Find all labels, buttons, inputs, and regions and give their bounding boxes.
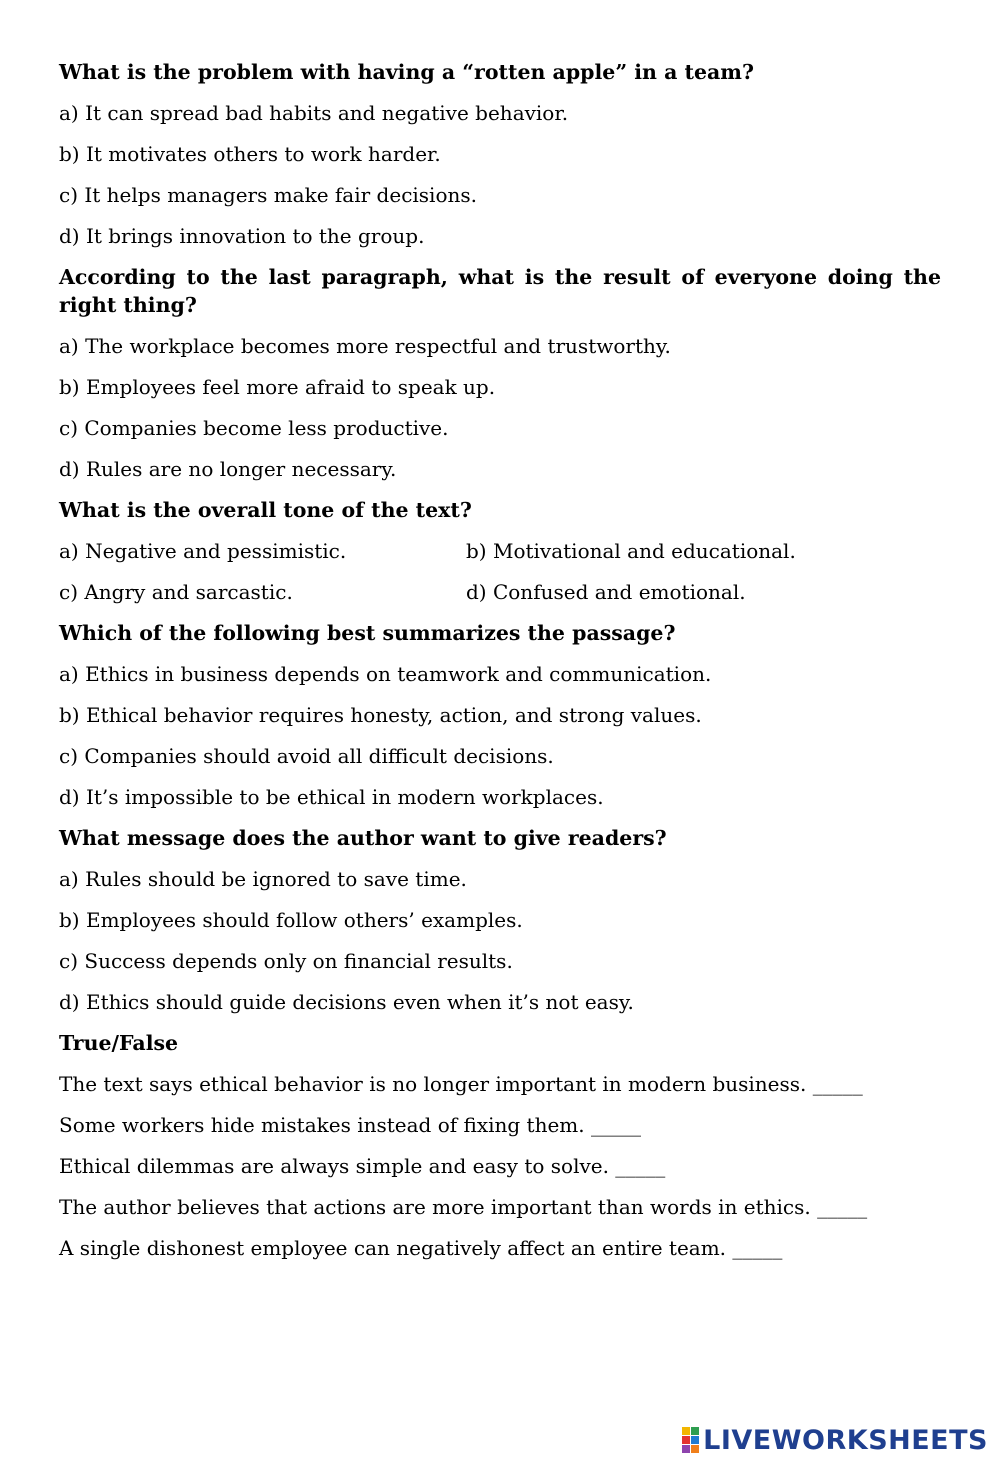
- question-text: According to the last paragraph, what is the result of everyone doing the right thing?: [59, 265, 941, 317]
- answer-option: b) Employees should follow others’ examples.: [59, 908, 523, 932]
- answer-option: b) It motivates others to work harder.: [59, 142, 441, 166]
- logo-icon: [682, 1427, 699, 1453]
- logo-mark-cell: [691, 1445, 699, 1453]
- logo-mark-cell: [682, 1427, 690, 1435]
- answer-option: a) Negative and pessimistic.: [59, 539, 347, 563]
- question-block: [59, 263, 941, 483]
- answer-option: d) Ethics should guide decisions even when it’s not easy.: [59, 990, 634, 1014]
- question-block: [59, 58, 941, 250]
- answer-option: c) Companies should avoid all difficult decisions.: [59, 744, 554, 768]
- logo-mark-cell: [682, 1445, 690, 1453]
- answer-option: d) It’s impossible to be ethical in modern workplaces.: [59, 785, 604, 809]
- true-false-statement: Some workers hide mistakes instead of fixing them. _____: [59, 1113, 641, 1137]
- answer-option: b) Ethical behavior requires honesty, action, and strong values.: [59, 703, 702, 727]
- true-false-statement: The author believes that actions are more important than words in ethics. _____: [59, 1195, 868, 1219]
- question-block: [59, 496, 941, 619]
- answer-option: a) The workplace becomes more respectful and trustworthy.: [59, 334, 671, 358]
- answer-option: d) It brings innovation to the group.: [59, 224, 425, 248]
- question-block: [59, 824, 941, 1016]
- answer-option: c) It helps managers make fair decisions.: [59, 183, 477, 207]
- answer-option: c) Angry and sarcastic.: [59, 580, 293, 604]
- question-text: What is the problem with having a “rotten apple” in a team?: [59, 60, 755, 84]
- answer-option: b) Employees feel more afraid to speak up.: [59, 375, 496, 399]
- answer-option: d) Confused and emotional.: [466, 580, 746, 604]
- true-false-statement: The text says ethical behavior is no longer important in modern business. _____: [59, 1072, 863, 1096]
- answer-option: a) Ethics in business depends on teamwork and communication.: [59, 662, 712, 686]
- question-block: [59, 619, 941, 811]
- answer-option: c) Success depends only on financial results.: [59, 949, 513, 973]
- question-text: What is the overall tone of the text?: [59, 498, 472, 522]
- question-text: Which of the following best summarizes the passage?: [59, 621, 676, 645]
- answer-option: d) Rules are no longer necessary.: [59, 457, 397, 481]
- answer-option: a) It can spread bad habits and negative behavior.: [59, 101, 569, 125]
- true-false-statement: Ethical dilemmas are always simple and easy to solve. _____: [59, 1154, 666, 1178]
- answer-option: b) Motivational and educational.: [466, 539, 796, 563]
- logo-mark-cell: [682, 1436, 690, 1444]
- logo-mark-cell: [691, 1436, 699, 1444]
- answer-option: a) Rules should be ignored to save time.: [59, 867, 467, 891]
- answer-option: c) Companies become less productive.: [59, 416, 449, 440]
- worksheet-page: [59, 58, 941, 1275]
- true-false-section: [59, 1029, 941, 1262]
- true-false-heading: True/False: [59, 1031, 179, 1055]
- logo-text: LIVEWORKSHEETS: [703, 1424, 988, 1456]
- answer-options-grid: [59, 537, 941, 619]
- liveworksheets-logo: [682, 1424, 988, 1456]
- logo-mark-cell: [691, 1427, 699, 1435]
- true-false-statement: A single dishonest employee can negatively affect an entire team. _____: [59, 1236, 783, 1260]
- question-text: What message does the author want to give readers?: [59, 826, 667, 850]
